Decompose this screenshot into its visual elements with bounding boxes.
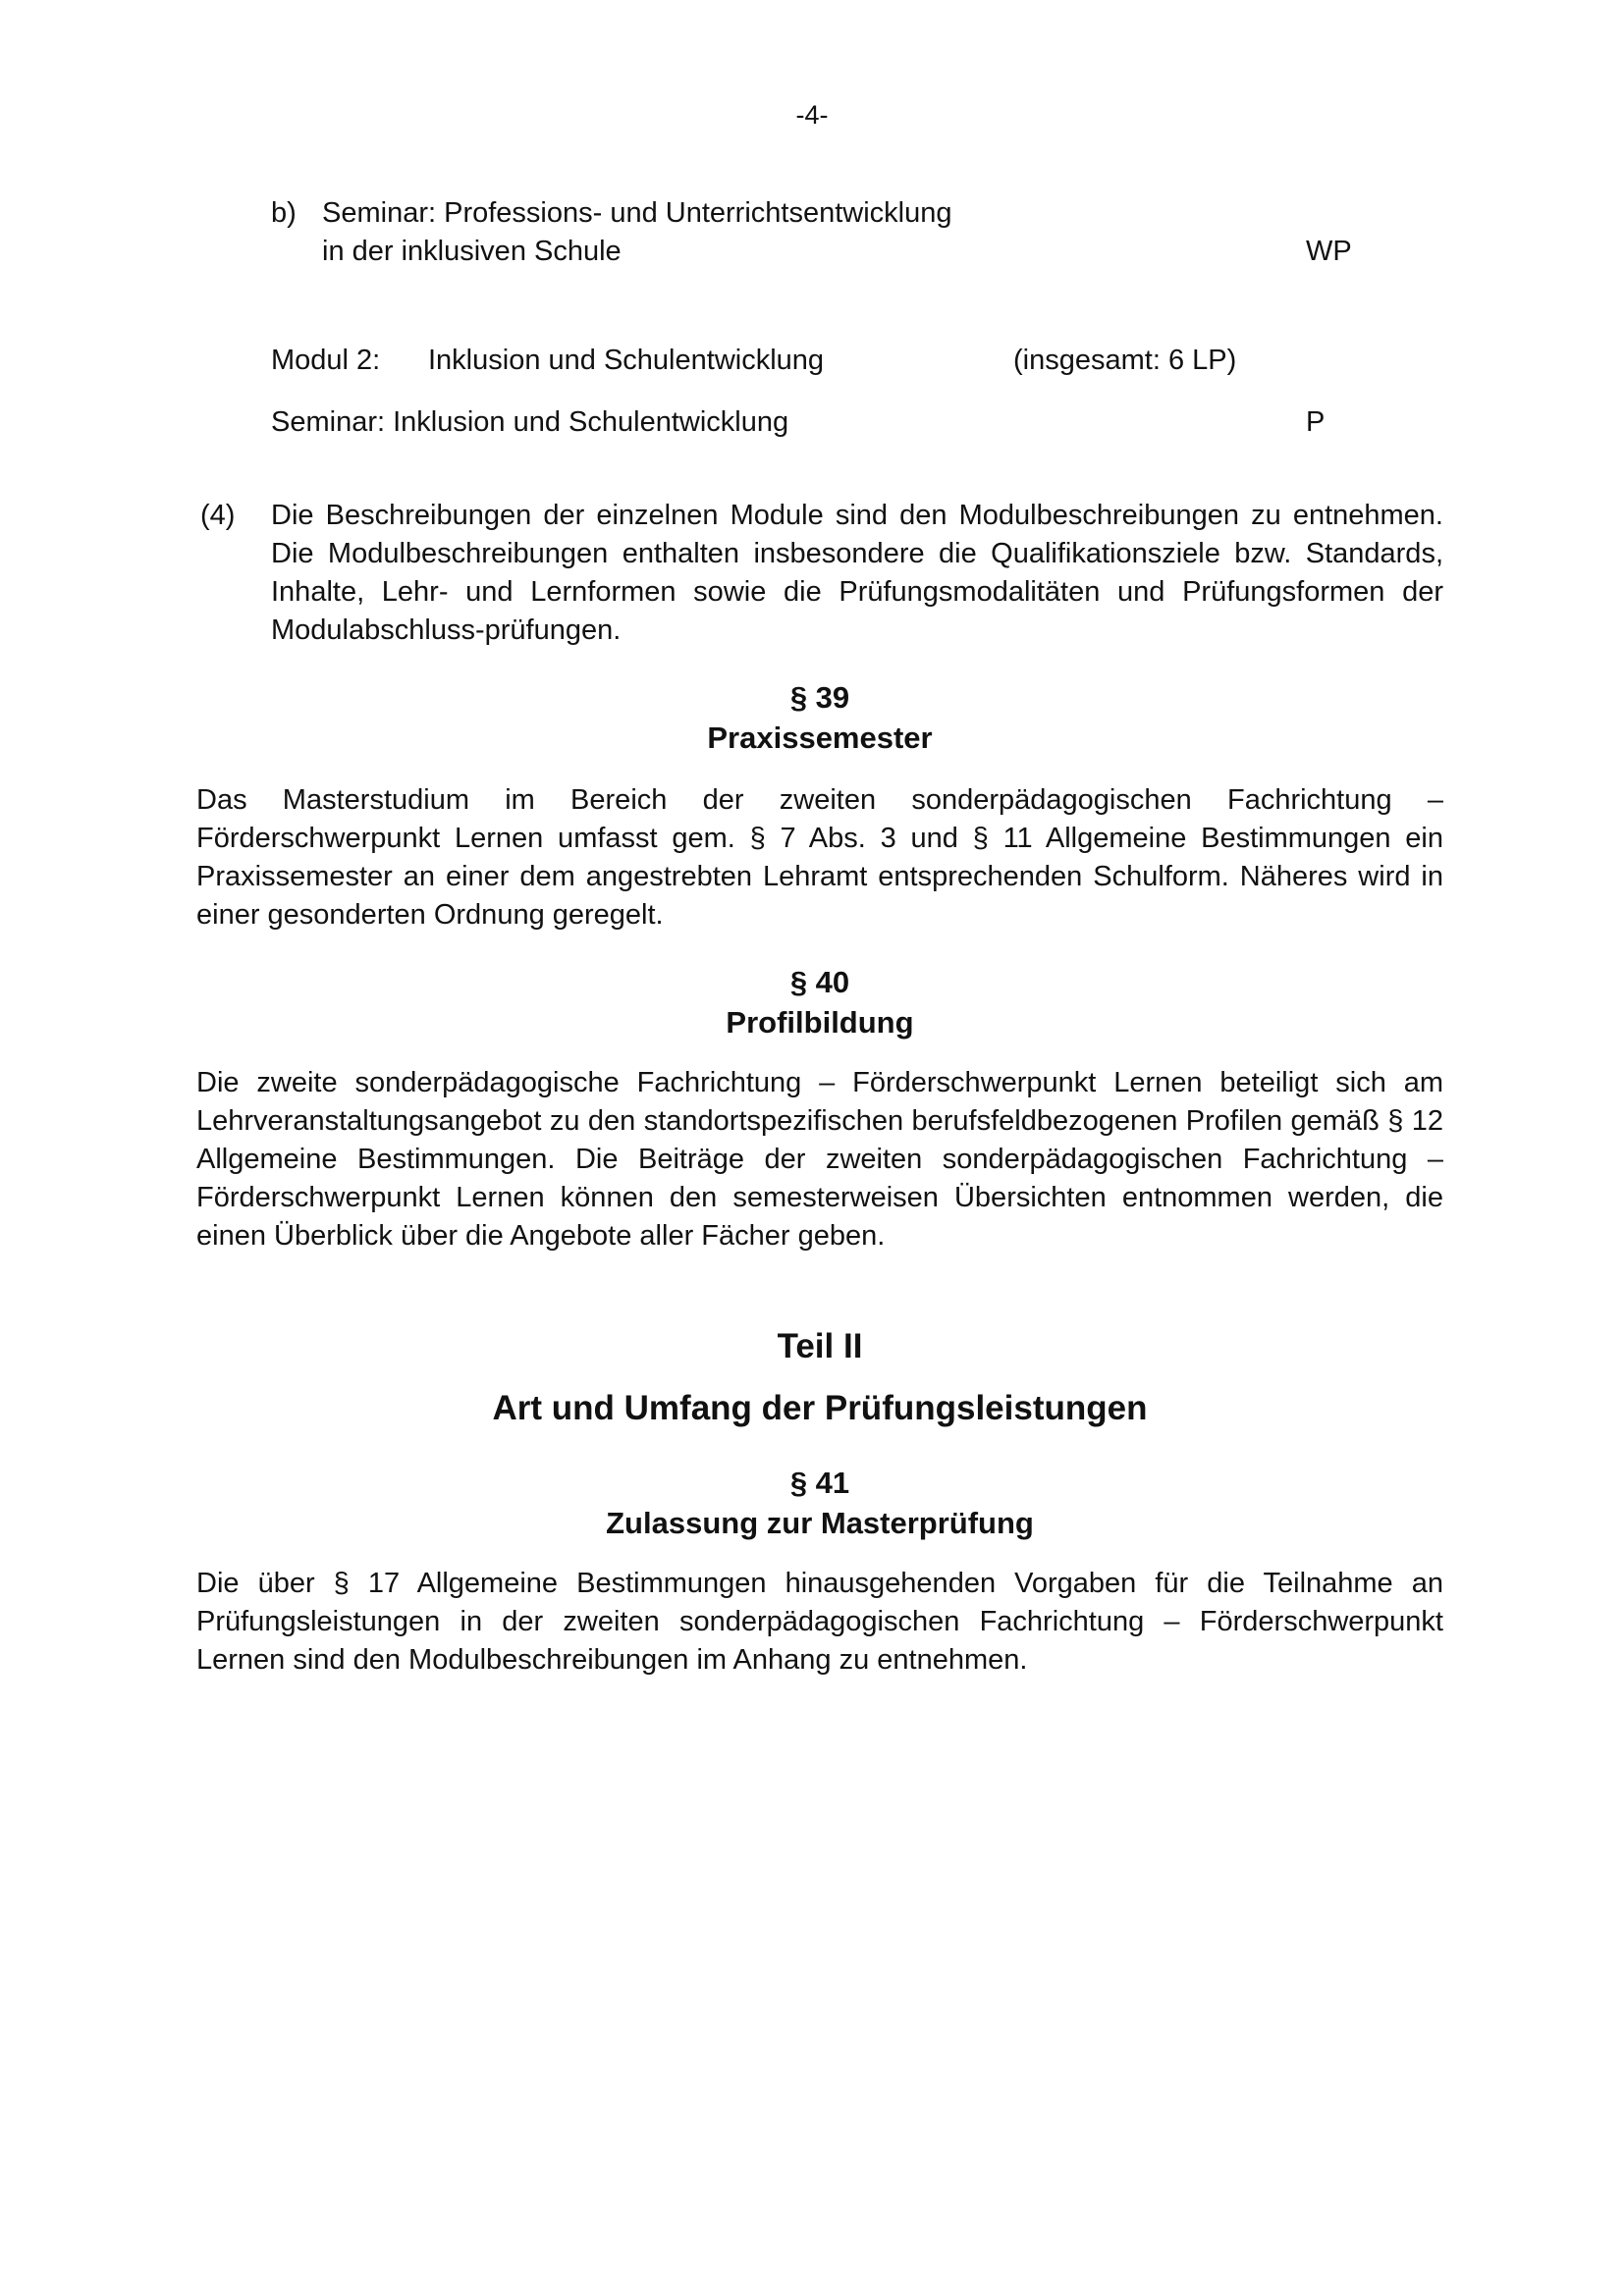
section-41-title: Zulassung zur Masterprüfung bbox=[606, 1506, 1034, 1540]
seminar-title: Seminar: Inklusion und Schulentwicklung bbox=[271, 406, 789, 438]
seminar-title-line-1: Seminar: Professions- und Unterrichtsentwicklung bbox=[322, 197, 952, 229]
section-40-number: § 40 bbox=[789, 965, 850, 999]
page-number: -4- bbox=[795, 100, 829, 130]
module-type-tag: WP bbox=[1306, 236, 1352, 267]
module-2-seminar-row bbox=[271, 403, 1469, 443]
part-2-title: Teil II bbox=[777, 1327, 863, 1365]
module-label: Modul 2: bbox=[271, 345, 381, 376]
module-title: Inklusion und Schulentwicklung bbox=[428, 345, 825, 376]
section-40-text: Die zweite sonderpädagogische Fachrichtung – Förderschwerpunkt Lernen beteiligt sich am Lehrveranstaltungsangebot zu den standortspezifischen berufsfeldbezogenen Profilen gemäß § 12 Allgemeine Bestimmungen. Die Beiträge der zweiten sonderpädagogischen Fachrichtung – Förderschwerpunkt Lernen können den semesterweisen Übersichten entnommen werden, die einen Überblick über die Angebote aller Fächer geben. bbox=[196, 1067, 1443, 1252]
module-2-row bbox=[271, 342, 1469, 381]
section-41-text: Die über § 17 Allgemeine Bestimmungen hinausgehenden Vorgaben für die Teilnahme an Prüfungsleistungen in der zweiten sonderpädagogischen Fachrichtung – Förderschwerpunkt Lernen sind den Modulbeschreibungen im Anhang zu entnehmen. bbox=[196, 1568, 1443, 1676]
section-39-title: Praxissemester bbox=[707, 721, 933, 755]
paragraph-4 bbox=[200, 497, 1443, 650]
section-39-text: Das Masterstudium im Bereich der zweiten sonderpädagogischen Fachrichtung – Förderschwerpunkt Lernen umfasst gem. § 7 Abs. 3 und § 11 Allgemeine Bestimmungen ein Praxissemester an einer dem angestrebten Lehramt entsprechenden Schulform. Näheres wird in einer gesonderten Ordnung geregelt. bbox=[196, 784, 1443, 931]
section-40-title: Profilbildung bbox=[726, 1005, 914, 1040]
part-2-subtitle: Art und Umfang der Prüfungsleistungen bbox=[492, 1389, 1148, 1427]
seminar-title-line-2: in der inklusiven Schule bbox=[322, 236, 622, 267]
module-list-item-b bbox=[271, 194, 1469, 273]
module-type-tag: P bbox=[1306, 406, 1326, 438]
module-credits: (insgesamt: 6 LP) bbox=[1013, 345, 1237, 376]
section-39-number: § 39 bbox=[789, 680, 850, 715]
list-marker: b) bbox=[271, 197, 297, 229]
section-41-number: § 41 bbox=[789, 1466, 850, 1500]
paragraph-number: (4) bbox=[200, 500, 236, 531]
paragraph-text: Die Beschreibungen der einzelnen Module sind den Modulbeschreibungen zu entnehmen. Die Modulbeschreibungen enthalten insbesondere die Qualifikationsziele bzw. Standards, Inhalte, Lehr- und Lernformen sowie die Prüfungsmodalitäten und Prüfungsformen der Modulabschluss-prüfungen. bbox=[271, 500, 1443, 646]
